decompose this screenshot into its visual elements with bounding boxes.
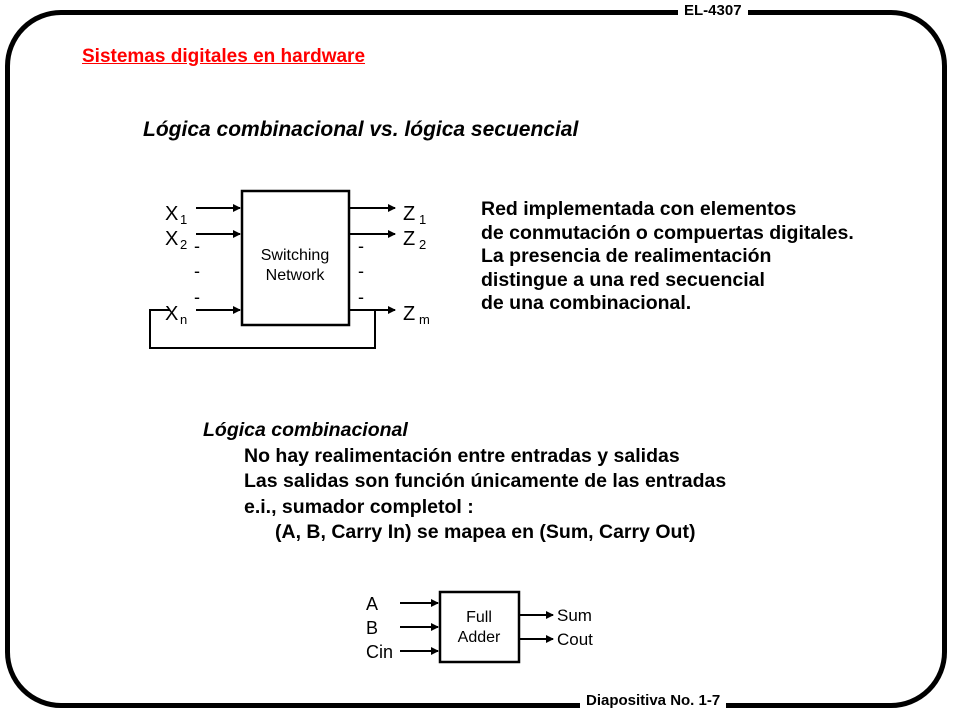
combinational-line: (A, B, Carry In) se mapea en (Sum, Carry Out): [275, 521, 696, 543]
input-dash-2: -: [194, 261, 200, 281]
output-label-z1: Z: [403, 203, 416, 225]
description-line: de conmutación o compuertas digitales.: [481, 221, 854, 244]
full-adder-diagram: [366, 592, 593, 662]
output-dash-3: -: [358, 287, 364, 307]
input-label-x1: X: [165, 203, 179, 225]
output-sub-z2: 2: [419, 237, 427, 252]
switching-box-label-1: Switching: [260, 247, 330, 264]
output-label-zm: Z: [403, 303, 416, 325]
course-code: EL-4307: [678, 2, 748, 20]
slide-title: Sistemas digitales en hardware: [82, 46, 366, 67]
description-line: Red implementada con elementos: [481, 198, 797, 220]
adder-output-label-cout: Cout: [557, 630, 593, 649]
output-sub-z1: 1: [419, 212, 427, 227]
adder-box-label-1: Full: [466, 609, 492, 626]
slide-subtitle: Lógica combinacional vs. lógica secuencial: [143, 118, 579, 141]
input-label-x2: X: [165, 228, 179, 250]
combinational-heading: Lógica combinacional: [203, 419, 408, 441]
input-sub-x1: 1: [180, 212, 188, 227]
adder-output-label-sum: Sum: [557, 606, 592, 625]
adder-input-label-cin: Cin: [366, 642, 394, 662]
input-dash-3: -: [194, 287, 200, 307]
output-label-z2: Z: [403, 228, 416, 250]
input-sub-x2: 2: [180, 237, 188, 252]
adder-input-label-b: B: [366, 618, 379, 638]
input-sub-xn: n: [180, 312, 188, 327]
combinational-line: Las salidas son función únicamente de las entradas: [244, 470, 727, 492]
combinational-line: e.i., sumador completol :: [244, 495, 474, 518]
full-adder-box: [440, 592, 519, 662]
output-dash-1: -: [358, 236, 364, 256]
description-line: La presencia de realimentación: [481, 245, 772, 267]
adder-box-label-2: Adder: [457, 629, 501, 646]
description-line: de una combinacional.: [481, 292, 692, 314]
combinational-section: [203, 418, 726, 546]
input-label-xn: X: [165, 303, 179, 325]
input-dash-1: -: [194, 236, 200, 256]
adder-input-label-a: A: [366, 594, 379, 614]
network-description: [481, 198, 854, 316]
combinational-line: No hay realimentación entre entradas y salidas: [244, 444, 680, 467]
switching-network-diagram: [150, 191, 430, 348]
switching-box-label-2: Network: [265, 267, 325, 284]
output-dash-2: -: [358, 261, 364, 281]
description-line: distingue a una red secuencial: [481, 268, 765, 291]
output-sub-zm: m: [419, 312, 430, 327]
slide-number: Diapositiva No. 1-7: [580, 692, 726, 710]
